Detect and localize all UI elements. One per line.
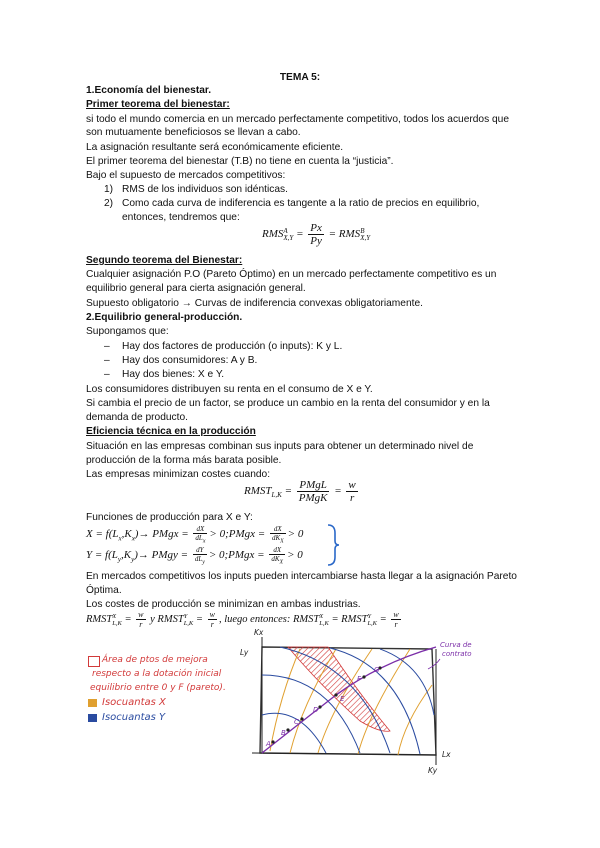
- production-function-y: $Y = f(L_y,K_y)\to$ PMgy = $\frac{dY}{dL_y}$ > 0;PMgx = $\frac{dX}{dK_X}$ > 0: [86, 546, 303, 566]
- production-function-x: $X = f(L_x,K_x)\to$ PMgx = $\frac{dX}{dL_x}$ > 0;PMgx = $\frac{dX}{dK_X}$ > 0: [86, 525, 304, 545]
- contract-curve-label: contrato: [442, 650, 472, 658]
- arrow-icon: [428, 659, 440, 669]
- isoquant-x: [398, 685, 432, 755]
- list-item: Hay dos consumidores: A y B.: [122, 355, 258, 366]
- list-number: 2): [104, 198, 114, 209]
- axis-label-ky: Ky: [428, 766, 438, 775]
- text-line: si todo el mundo comercia en un mercado perfectamente competitivo, todos los acuerdos que: [86, 114, 510, 125]
- list-item: RMS de los individuos son idénticas.: [122, 184, 288, 195]
- axis-label-ly: Ly: [240, 648, 249, 657]
- point-a: [271, 740, 274, 743]
- brace-icon: [326, 523, 340, 567]
- text-line: Cualquier asignación P.O (Pareto Óptimo) en un mercado perfectamente competitivo es un: [86, 269, 497, 280]
- equation-rmst-equal: RMST X L,K = $\frac{w}{r}$ y RMST Y L,K = $\frac{w}{r}$ , luego entonces: RMST X L,K = RMST Y L,K = $\frac{w}{r}$: [86, 610, 399, 629]
- point-label: B: [281, 729, 286, 737]
- bullet-dash: –: [104, 369, 110, 380]
- list-item: Hay dos factores de producción (o inputs): K y L.: [122, 341, 343, 352]
- point-label: A: [266, 740, 271, 748]
- legend-swatch-hatched: [88, 656, 100, 667]
- point-label: G: [374, 666, 380, 674]
- legend-text: equilibrio entre 0 y F (pareto).: [90, 683, 226, 693]
- list-item: Como cada curva de indiferencia es tangente a la ratio de precios en equilibrio,: [122, 198, 480, 209]
- list-item: Hay dos bienes: X e Y.: [122, 369, 225, 380]
- axis-label-kx: Kx: [254, 628, 264, 637]
- point-label: D: [313, 706, 319, 714]
- text-line: Situación en las empresas combinan sus inputs para obtener un determinado nivel de: [86, 441, 474, 452]
- point-e: [334, 693, 337, 696]
- text-line: La asignación resultante será económicamente eficiente.: [86, 142, 344, 153]
- axis-label-lx: Lx: [442, 750, 451, 759]
- list-number: 1): [104, 184, 114, 195]
- text-line: Bajo el supuesto de mercados competitivos:: [86, 170, 286, 181]
- legend-swatch-x: [88, 699, 97, 707]
- equation-rms: RMS A X,Y = $\frac{Px}{Py}$ = RMS B X,Y: [262, 222, 371, 247]
- isoquant-y: [380, 649, 434, 715]
- legend-text: Isocuantas Y: [102, 712, 166, 723]
- text-line: son mutuamente beneficiosos se llevan a cabo.: [86, 127, 301, 138]
- text-line: Las empresas minimizan costes cuando:: [86, 469, 271, 480]
- point-b: [286, 728, 289, 731]
- contract-curve-label: Curva de: [440, 641, 472, 649]
- text-line: Supuesto obligatorio → Curvas de indiferencia convexas obligatoriamente.: [86, 298, 423, 309]
- bullet-dash: –: [104, 355, 110, 366]
- point-label: C: [294, 718, 299, 726]
- first-theorem-heading: Primer teorema del bienestar:: [86, 99, 230, 110]
- text-line: En mercados competitivos los inputs pueden intercambiarse hasta llegar a la asignación Pareto: [86, 571, 517, 582]
- text-line: producción de la forma más barata posible.: [86, 455, 282, 466]
- point-f: [362, 675, 365, 678]
- text-line: Los costes de producción se minimizan en ambas industrias.: [86, 599, 361, 610]
- text-line: Funciones de producción para X e Y:: [86, 512, 253, 523]
- section-2-heading: 2.Equilibrio general-producción.: [86, 312, 243, 323]
- point-label: E: [340, 695, 345, 703]
- point-c: [300, 717, 303, 720]
- equation-rmst: $RMST_{L,K}$ = $\frac{\text{PMgL}}{\text{PMgK}}$ = $\frac{w}{r}$: [244, 479, 356, 504]
- second-theorem-heading: Segundo teorema del Bienestar:: [86, 255, 243, 266]
- edgeworth-box-diagram: [240, 625, 490, 775]
- efficiency-heading: Eficiencia técnica en la producción: [86, 426, 256, 437]
- page-title: TEMA 5:: [279, 72, 321, 83]
- text-line: Los consumidores distribuyen su renta en el consumo de X e Y.: [86, 384, 373, 395]
- list-item-cont: entonces, tendremos que:: [122, 212, 240, 223]
- text-line: Si cambia el precio de un factor, se produce un cambio en la renta del consumidor y en la: [86, 398, 490, 409]
- legend-text: respecto a la dotación inicial: [92, 669, 222, 679]
- text-line: Supongamos que:: [86, 326, 169, 337]
- legend-swatch-y: [88, 714, 97, 722]
- text-line: El primer teorema del bienestar (T.B) no tiene en cuenta la “justicia”.: [86, 156, 394, 167]
- legend-text: Isocuantas X: [102, 697, 166, 708]
- text-line: equilibrio general para cierta asignación general.: [86, 283, 306, 294]
- legend-text: Área de ptos de mejora: [102, 655, 208, 665]
- point-label: F: [357, 675, 362, 683]
- section-1-heading: 1.Economía del bienestar.: [86, 85, 212, 96]
- text-line: Óptima.: [86, 585, 122, 596]
- bullet-dash: –: [104, 341, 110, 352]
- text-line: demanda de producto.: [86, 412, 188, 423]
- point-d: [318, 705, 321, 708]
